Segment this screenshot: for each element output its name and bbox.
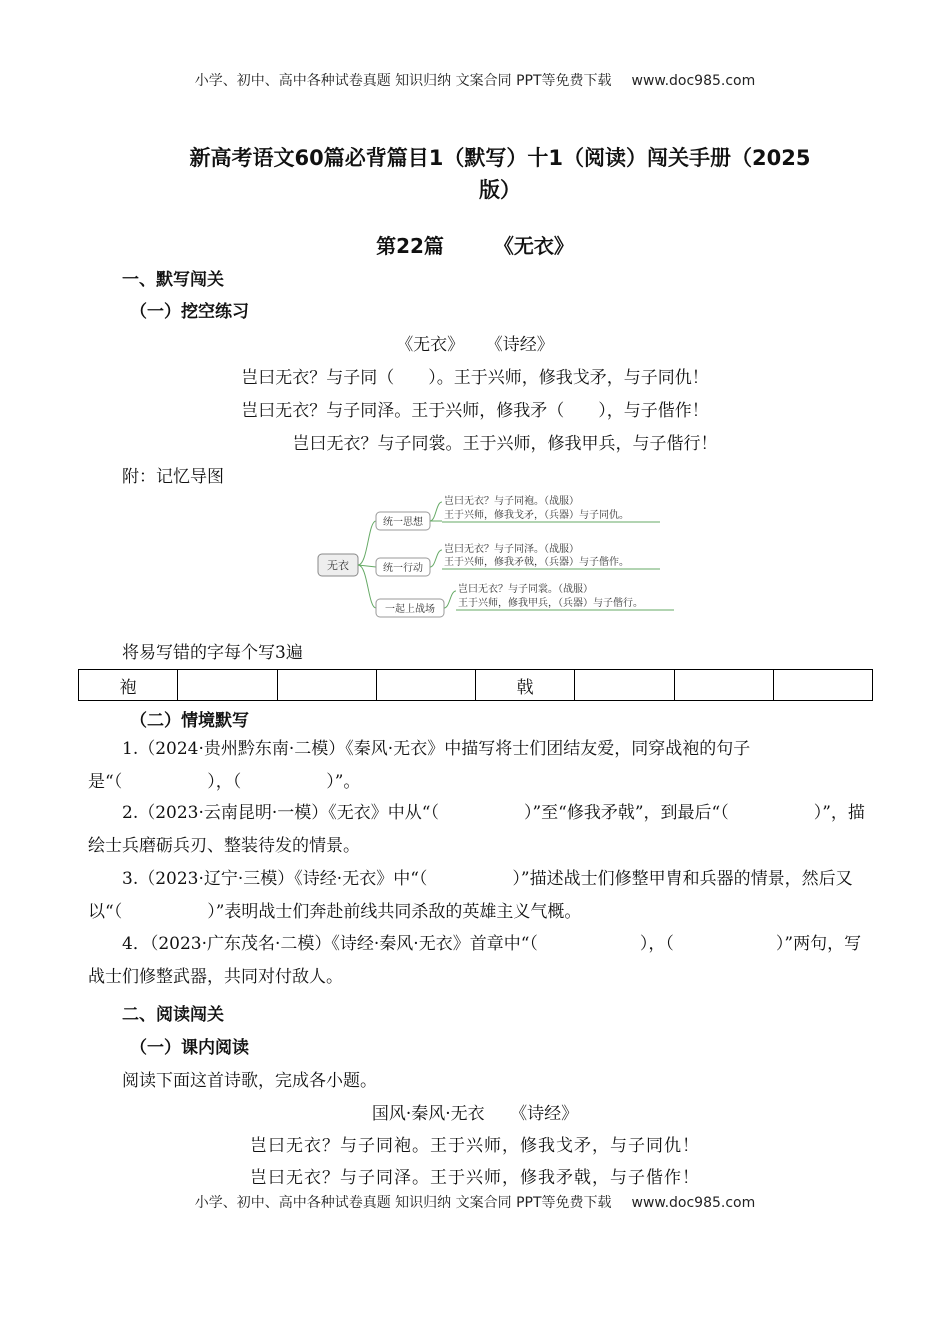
practice-cell-4[interactable] <box>376 670 475 701</box>
mindmap-branch-1: 统一思想 <box>383 517 423 528</box>
poem-head: 《无衣》 《诗经》 <box>396 335 554 355</box>
mindmap-b1-line1: 岂曰无衣？与子同袍。（战服） <box>444 496 579 507</box>
mindmap-b3-line2: 王于兴师，修我甲兵，（兵器）与子偕行。 <box>458 598 643 609</box>
question-1: 1.（2024·贵州黔东南·二模）《秦风·无衣》中描写将士们团结友爱，同穿战袍的句子是“（ ），（ ）”。 <box>88 739 751 792</box>
doc-title-line2: 版） <box>479 178 521 202</box>
mindmap-branch-2: 统一行动 <box>383 563 423 574</box>
mindmap-branch-3: 一起上战场 <box>385 604 435 615</box>
poem-line-3: 岂曰无衣？与子同裳。王于兴师，修我甲兵，与子偕行！ <box>292 434 718 454</box>
practice-cell-3[interactable] <box>277 670 376 701</box>
poem-line-1: 岂曰无衣？与子同（ ）。王于兴师，修我戈矛，与子同仇！ <box>241 368 709 388</box>
question-4: 4．（2023·广东茂名·二模）《诗经·秦风·无衣》首章中“（ ），（ ）”两句，写战士们修整武器，共同对付敌人。 <box>88 934 862 987</box>
page-header <box>0 70 950 90</box>
question-3: 3.（2023·辽宁·三模）《诗经·无衣》中“（ ）”描述战士们修整甲胄和兵器的情景，然后又以“（ ）”表明战士们奔赴前线共同杀敌的英雄主义气概。 <box>88 869 853 922</box>
practice-cell-6[interactable] <box>575 670 674 701</box>
section2-heading: 二、阅读闯关 <box>122 1005 224 1025</box>
section1-sub2: （二）情境默写 <box>130 711 249 731</box>
mindmap-b2-line2: 王于兴师，修我矛戟，（兵器）与子偕作。 <box>444 557 629 568</box>
practice-intro: 将易写错的字每个写3遍 <box>122 643 303 663</box>
mindmap-root: 无衣 <box>327 559 349 572</box>
section1-heading: 一、默写闯关 <box>122 270 224 290</box>
poem-line-2: 岂曰无衣？与子同泽。王于兴师，修我矛（ ），与子偕作！ <box>241 401 709 421</box>
mind-map <box>310 488 680 623</box>
section2-intro: 阅读下面这首诗歌，完成各小题。 <box>122 1071 377 1091</box>
practice-cell-1[interactable]: 袍 <box>79 670 178 701</box>
piece-name: 《无衣》 <box>493 234 574 258</box>
practice-cell-5[interactable]: 戟 <box>476 670 575 701</box>
mindmap-b3-line1: 岂曰无衣？与子同裳。（战服） <box>458 584 593 595</box>
footer-text: 小学、初中、高中各种试卷真题 知识归纳 文案合同 PPT等免费下载 <box>194 1195 612 1211</box>
practice-cell-8[interactable] <box>773 670 872 701</box>
section2-poem-line-2: 岂曰无衣？与子同泽。王于兴师，修我矛戟，与子偕作！ <box>250 1168 700 1188</box>
mindmap-b2-line1: 岂曰无衣？与子同泽。（战服） <box>444 544 579 555</box>
header-text: 小学、初中、高中各种试卷真题 知识归纳 文案合同 PPT等免费下载 <box>194 73 612 89</box>
practice-cell-2[interactable] <box>178 670 277 701</box>
section2-poem-line-1: 岂曰无衣？与子同袍。王于兴师，修我戈矛，与子同仇！ <box>250 1136 700 1156</box>
doc-title-line1: 新高考语文60篇必背篇目1（默写）十1（阅读）闯关手册（2025 <box>189 146 811 170</box>
footer-site: www.doc985.com <box>631 1195 756 1211</box>
practice-cell-7[interactable] <box>674 670 773 701</box>
section2-poem-head: 国风·秦风·无衣 《诗经》 <box>371 1104 579 1124</box>
piece-title <box>0 230 950 259</box>
doc-title <box>150 142 850 206</box>
mindmap-b1-line2: 王于兴师，修我戈矛，（兵器）与子同仇。 <box>444 510 629 521</box>
header-site: www.doc985.com <box>631 73 756 89</box>
piece-number: 第22篇 <box>376 234 444 258</box>
practice-table <box>78 669 873 701</box>
question-2: 2.（2023·云南昆明·一模）《无衣》中从“（ ）”至“修我矛戟”，到最后“（ ）”，描绘士兵磨砺兵刃、整装待发的情景。 <box>88 803 865 856</box>
appendix-label: 附：记忆导图 <box>122 467 224 487</box>
section2-sub1: （一）课内阅读 <box>130 1038 249 1058</box>
page-footer <box>0 1192 950 1212</box>
section1-sub1: （一）挖空练习 <box>130 302 249 322</box>
